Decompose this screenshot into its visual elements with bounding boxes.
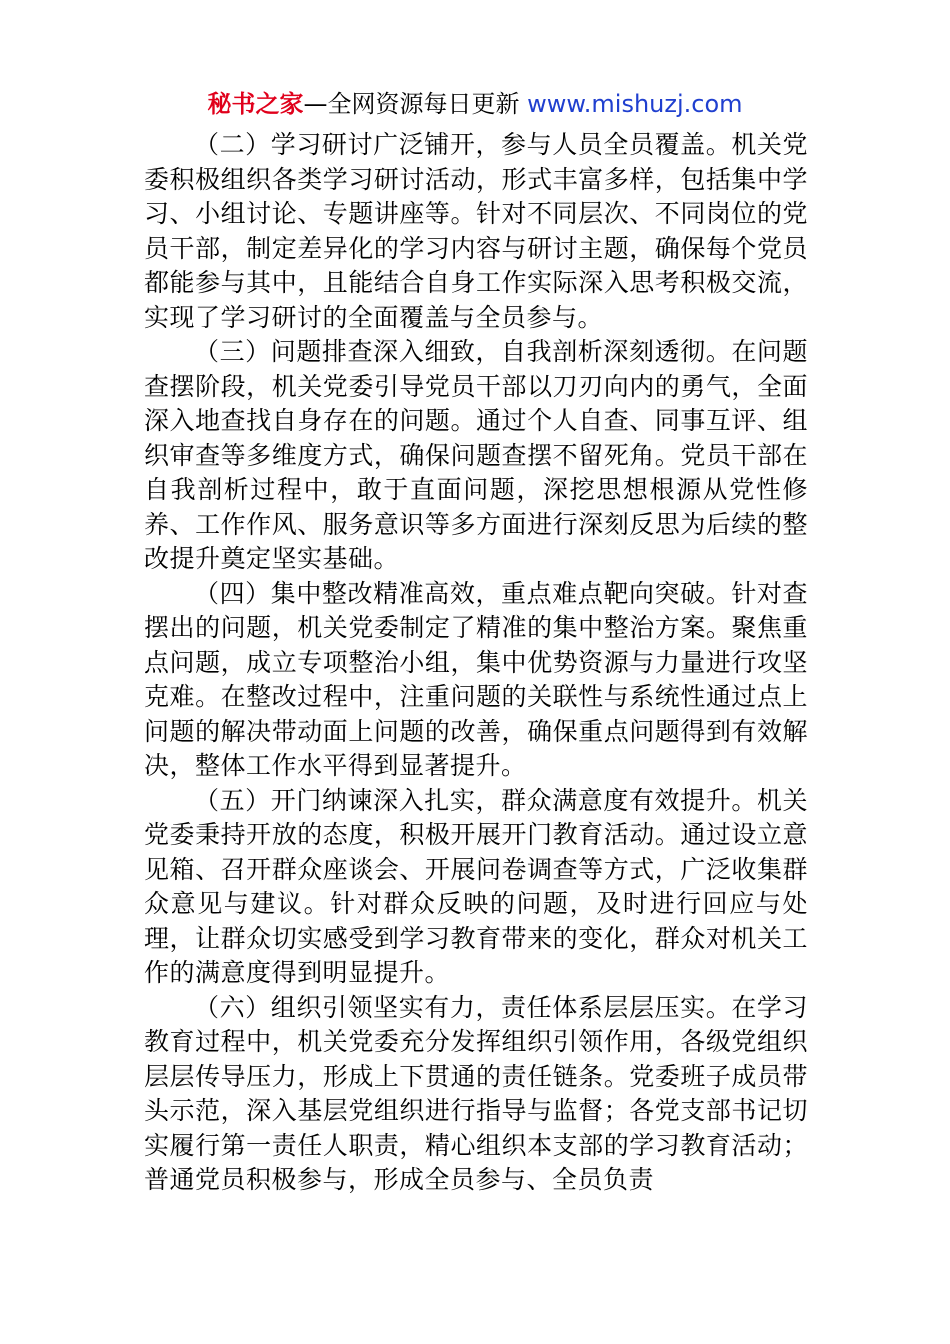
site-link[interactable]: www.mishuzj.com <box>527 90 743 118</box>
paragraph-5: （五）开门纳谏深入扎实，群众满意度有效提升。机关党委秉持开放的态度，积极开展开门教育活动。通过设立意见箱、召开群众座谈会、开展问卷调查等方式，广泛收集群众意见与建议。针对群众反映的问题，及时进行回应与处理，让群众切实感受到学习教育带来的变化，群众对机关工作的满意度得到明显提升。 <box>144 785 808 987</box>
document-body <box>144 128 808 1198</box>
header-slogan: —全网资源每日更新 <box>303 90 528 118</box>
paragraph-4: （四）集中整改精准高效，重点难点靶向突破。针对查摆出的问题，机关党委制定了精准的集中整治方案。聚焦重点问题，成立专项整治小组，集中优势资源与力量进行攻坚克难。在整改过程中，注重问题的关联性与系统性通过点上问题的解决带动面上问题的改善，确保重点问题得到有效解决，整体工作水平得到显著提升。 <box>144 578 808 780</box>
paragraph-6: （六）组织引领坚实有力，责任体系层层压实。在学习教育过程中，机关党委充分发挥组织引领作用，各级党组织层层传导压力，形成上下贯通的责任链条。党委班子成员带头示范，深入基层党组织进行指导与监督；各党支部书记切实履行第一责任人职责，精心组织本支部的学习教育活动；普通党员积极参与，形成全员参与、全员负责 <box>144 992 808 1194</box>
brand-name: 秘书之家 <box>207 90 304 118</box>
page-header <box>0 88 950 120</box>
paragraph-2: （二）学习研讨广泛铺开，参与人员全员覆盖。机关党委积极组织各类学习研讨活动，形式丰富多样，包括集中学习、小组讨论、专题讲座等。针对不同层次、不同岗位的党员干部，制定差异化的学习内容与研讨主题，确保每个党员都能参与其中，且能结合自身工作实际深入思考积极交流，实现了学习研讨的全面覆盖与全员参与。 <box>144 130 808 332</box>
paragraph-3: （三）问题排查深入细致，自我剖析深刻透彻。在问题查摆阶段，机关党委引导党员干部以刀刃向内的勇气，全面深入地查找自身存在的问题。通过个人自查、同事互评、组织审查等多维度方式，确保问题查摆不留死角。党员干部在自我剖析过程中，敢于直面问题，深挖思想根源从党性修养、工作作风、服务意识等多方面进行深刻反思为后续的整改提升奠定坚实基础。 <box>144 337 808 573</box>
